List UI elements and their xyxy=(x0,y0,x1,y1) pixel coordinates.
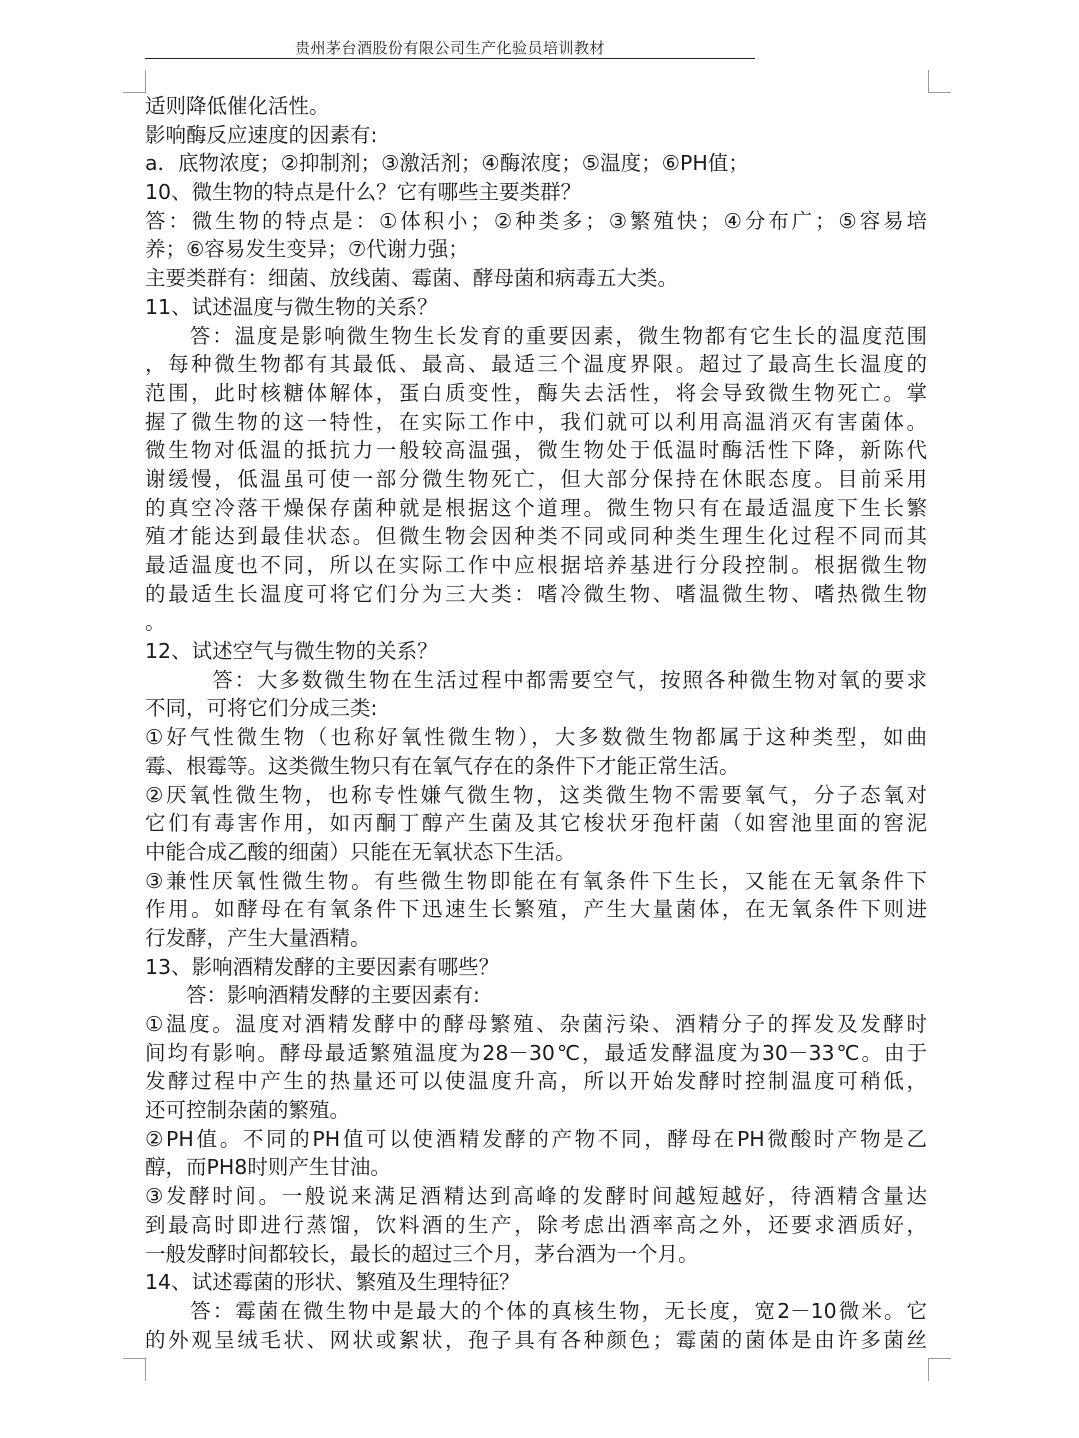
text-line: 一般发酵时间都较长，最长的超过三个月，茅台酒为一个月。 xyxy=(145,1241,699,1266)
text-line: 。 xyxy=(145,610,166,635)
text-line: 10、微生物的特点是什么？它有哪些主要类群？ xyxy=(145,180,582,205)
text-line: ①好气性微生物（也称好氧性微生物），大多数微生物都属于这种类型，如曲 xyxy=(145,725,927,750)
text-line: 影响酶反应速度的因素有: xyxy=(145,122,378,147)
text-line: 它们有毒害作用，如丙酮丁醇产生菌及其它梭状牙孢杆菌（如窖池里面的窖泥 xyxy=(145,811,927,836)
text-line: 行发酵，产生大量酒精。 xyxy=(145,925,371,950)
crop-mark-top-right xyxy=(928,70,951,93)
text-line: 微生物对低温的抵抗力一般较高温强，微生物处于低温时酶活性下降，新陈代 xyxy=(145,438,927,463)
document-body xyxy=(145,92,927,1354)
text-line: ①温度。温度对酒精发酵中的酵母繁殖、杂菌污染、酒精分子的挥发及发酵时 xyxy=(145,1012,927,1036)
page-header: 贵州茅台酒股份有限公司生产化验员培训教材 xyxy=(145,38,755,59)
text-line: 不同，可将它们分成三类: xyxy=(145,696,378,721)
text-line: a．底物浓度；②抑制剂；③激活剂；④酶浓度；⑤温度；⑥PH值； xyxy=(145,151,749,176)
text-line: 霉、根霉等。这类微生物只有在氧气存在的条件下才能正常生活。 xyxy=(145,753,740,778)
text-line: 答：影响酒精发酵的主要因素有: xyxy=(145,983,480,1008)
text-line: 答：大多数微生物在生活过程中都需要空气，按照各种微生物对氧的要求 xyxy=(145,667,927,692)
text-line: 作用。如酵母在有氧条件下迅速生长繁殖，产生大量菌体，在无氧条件下则进 xyxy=(145,897,927,922)
text-line: 11、试述温度与微生物的关系？ xyxy=(145,294,438,319)
text-line: 还可控制杂菌的繁殖。 xyxy=(145,1098,350,1123)
text-line: 醇，而PH8时则产生甘油。 xyxy=(145,1155,391,1180)
text-line: 谢缓慢，低温虽可使一部分微生物死亡，但大部分保持在休眠态度。目前采用 xyxy=(145,466,927,491)
text-line: ，每种微生物都有其最低、最高、最适三个温度界限。超过了最高生长温度的 xyxy=(145,352,927,377)
text-line: 的真空冷落干燥保存菌种就是根据这个道理。微生物只有在最适温度下生长繁 xyxy=(145,495,927,520)
crop-mark-bottom-left xyxy=(123,1358,146,1381)
text-line: 养；⑥容易发生变异；⑦代谢力强； xyxy=(145,237,469,262)
text-line: ②PH值。不同的PH值可以使酒精发酵的产物不同，酵母在PH微酸时产物是乙 xyxy=(145,1126,927,1151)
text-line: 间均有影响。酵母最适繁殖温度为28－30℃，最适发酵温度为30－33℃。由于 xyxy=(145,1040,927,1065)
text-line: 到最高时即进行蒸馏，饮料酒的生产，除考虑出酒率高之外，还要求酒质好， xyxy=(145,1212,927,1237)
text-line: 主要类群有：细菌、放线菌、霉菌、酵母菌和病毒五大类。 xyxy=(145,266,678,291)
crop-mark-bottom-right xyxy=(928,1358,951,1381)
text-line: 14、试述霉菌的形状、繁殖及生理特征？ xyxy=(145,1270,520,1295)
text-line: 殖才能达到最佳状态。但微生物会因种类不同或同种类生理生化过程不同而其 xyxy=(145,524,927,549)
text-line: 范围，此时核糖体解体，蛋白质变性，酶失去活性，将会导致微生物死亡。掌 xyxy=(145,380,927,405)
text-line: 的外观呈绒毛状、网状或絮状，孢子具有各种颜色；霉菌的菌体是由许多菌丝 xyxy=(145,1327,927,1352)
crop-mark-top-left xyxy=(123,70,146,93)
text-line: 13、影响酒精发酵的主要因素有哪些？ xyxy=(145,954,500,979)
text-line: 最适温度也不同，所以在实际工作中应根据培养基进行分段控制。根据微生物 xyxy=(145,553,927,577)
text-line: 发酵过程中产生的热量还可以使温度升高，所以开始发酵时控制温度可稍低， xyxy=(145,1069,927,1094)
text-line: 适则降低催化活性。 xyxy=(145,94,330,118)
text-line: 答：霉菌在微生物中是最大的个体的真核生物，无长度，宽2－10微米。它 xyxy=(145,1298,927,1323)
text-line: 的最适生长温度可将它们分为三大类：嗜冷微生物、嗜温微生物、嗜热微生物 xyxy=(145,581,927,606)
text-line: 12、试述空气与微生物的关系？ xyxy=(145,639,438,664)
text-line: 中能合成乙酸的细菌）只能在无氧状态下生活。 xyxy=(145,839,576,864)
text-line: ③发酵时间。一般说来满足酒精达到高峰的发酵时间越短越好，待酒精含量达 xyxy=(145,1184,927,1209)
text-line: 握了微生物的这一特性，在实际工作中，我们就可以利用高温消灭有害菌体。 xyxy=(145,409,927,434)
text-line: 答：微生物的特点是：①体积小；②种类多；③繁殖快；④分布广；⑤容易培 xyxy=(145,208,927,233)
text-line: ②厌氧性微生物，也称专性嫌气微生物，这类微生物不需要氧气，分子态氧对 xyxy=(145,782,927,807)
text-line: 答：温度是影响微生物生长发育的重要因素，微生物都有它生长的温度范围 xyxy=(145,323,927,348)
text-line: ③兼性厌氧性微生物。有些微生物即能在有氧条件下生长，又能在无氧条件下 xyxy=(145,868,927,893)
